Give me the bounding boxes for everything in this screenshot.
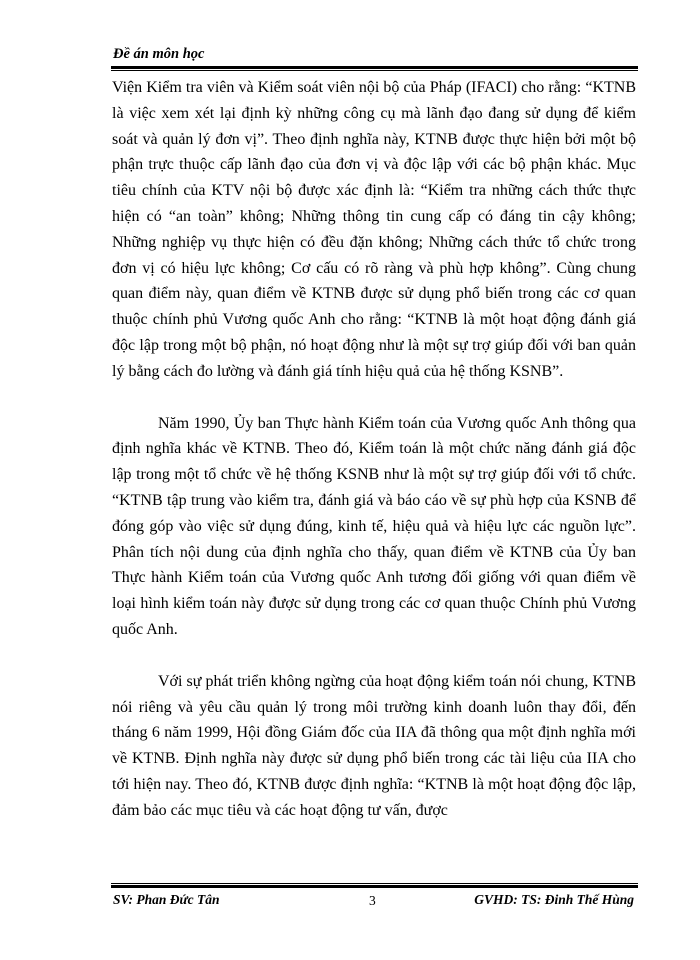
footer-rule	[111, 885, 638, 888]
header-rule	[111, 66, 638, 69]
page-number: 3	[369, 893, 376, 908]
document-body	[112, 75, 636, 824]
footer-supervisor: GVHD: TS: Đinh Thế Hùng	[474, 892, 634, 907]
paragraph-1: Viện Kiểm tra viên và Kiểm soát viên nội bộ của Pháp (IFACI) cho rằng: “KTNB là việc xem xét lại định kỳ những công cụ mà lãnh đạo đang sử dụng để kiểm soát và quản lý đơn vị”. Theo định nghĩa này, KTNB được thực hiện bởi một bộ phận trực thuộc cấp lãnh đạo của đơn vị và độc lập với các bộ phận khác. Mục tiêu chính của KTV nội bộ được xác định là: “Kiểm tra những cách thức thực hiện có “an toàn” không; Những thông tin cung cấp có đáng tin cậy không; Những nghiệp vụ thực hiện có đều đặn không; Những cách thức tổ chức trong đơn vị có hiệu lực không; Cơ cấu có rõ ràng và phù hợp không”. Cùng chung quan điểm này, quan điểm về KTNB được sử dụng phổ biến trong các cơ quan thuộc chính phủ Vương quốc Anh cho rằng: “KTNB là một hoạt động đánh giá độc lập trong một bộ phận, nó hoạt động như là một sự trợ giúp đối với ban quản lý bằng cách đo lường và đánh giá tính hiệu quả của hệ thống KSNB”.	[112, 79, 636, 380]
paragraph-3: Với sự phát triển không ngừng của hoạt động kiểm toán nói chung, KTNB nói riêng và yêu cầu quản lý trong môi trường kinh doanh luôn thay đổi, đến tháng 6 năm 1999, Hội đồng Giám đốc của IIA đã thông qua một định nghĩa mới về KTNB. Định nghĩa này được sử dụng phổ biến trong các tài liệu của IIA cho tới hiện nay. Theo đó, KTNB được định nghĩa: “KTNB là một hoạt động độc lập, đảm bảo các mục tiêu và các hoạt động tư vấn, được	[112, 672, 636, 819]
page-header-title: Đề án môn học	[113, 46, 205, 62]
footer-rule-thin	[111, 883, 638, 884]
header-rule-thin	[111, 70, 638, 71]
paragraph-2: Năm 1990, Ủy ban Thực hành Kiểm toán của Vương quốc Anh thông qua định nghĩa khác về KTNB. Theo đó, Kiểm toán là một chức năng đánh giá độc lập trong một tổ chức về hệ thống KSNB như là một sự trợ giúp đối với tổ chức. “KTNB tập trung vào kiểm tra, đánh giá và báo cáo về sự phù hợp của KSNB để đóng góp vào việc sử dụng đúng, kinh tế, hiệu quả và hiệu lực các nguồn lực”. Phân tích nội dung của định nghĩa cho thấy, quan điểm về KTNB của Ủy ban Thực hành Kiểm toán của Vương quốc Anh tương đối giống với quan điểm về loại hình kiểm toán này được sử dụng trong các cơ quan thuộc Chính phủ Vương quốc Anh.	[112, 414, 636, 638]
footer-student-name: SV: Phan Đức Tân	[113, 892, 220, 907]
